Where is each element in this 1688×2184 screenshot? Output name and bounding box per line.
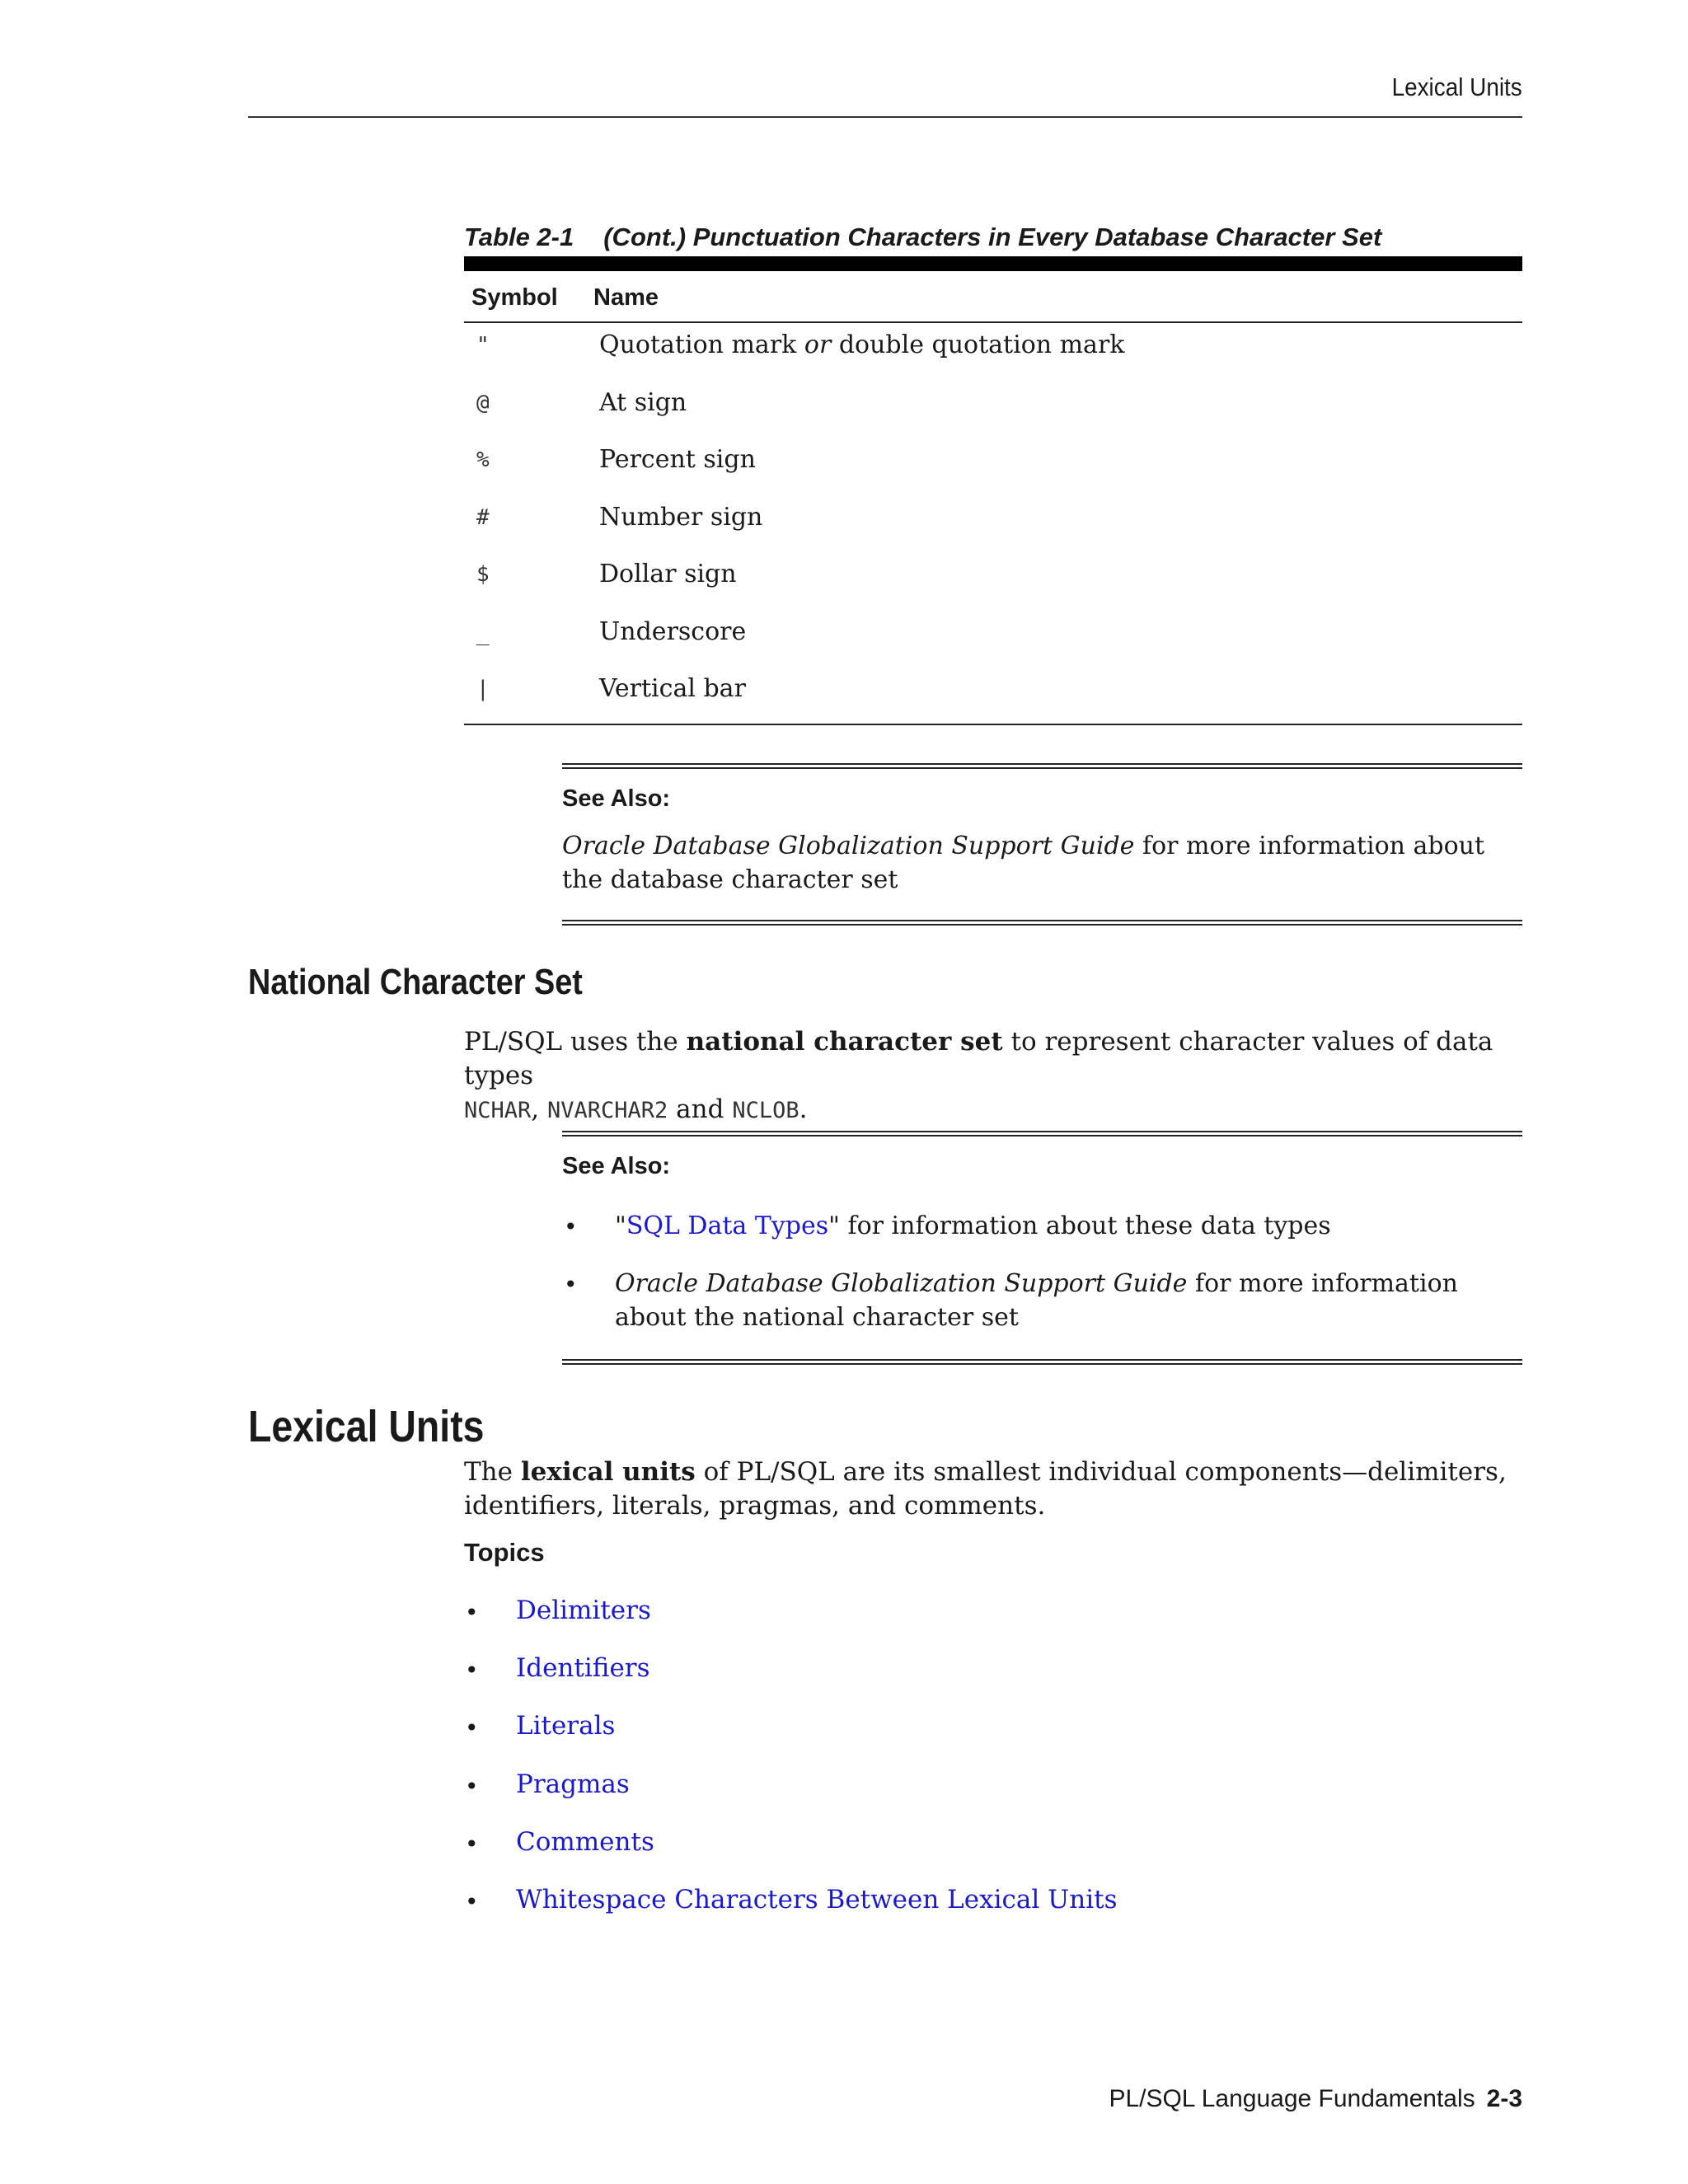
table-row-symbol: _ [476,621,490,646]
see-also-bullet-text: " for information about these data types [828,1212,1331,1240]
page-footer [1109,2085,1522,2113]
lexical-paragraph [464,1455,1522,1523]
topic-link-literals[interactable]: Literals [516,1711,616,1741]
table-header-rule [464,321,1522,323]
table-row-symbol: # [476,505,490,530]
table-row-name: Vertical bar [599,674,746,703]
topic-link-delimiters[interactable]: Delimiters [516,1596,651,1625]
table-row-name [599,330,1124,359]
bullet-icon: • [465,1830,479,1858]
separator: , [531,1094,547,1124]
paragraph-text: of PL/SQL are its smallest individual components—delimiters, identifiers, literals, pragmas, and comments. [464,1457,1507,1521]
table-row-name: Underscore [599,617,747,646]
footer-title: PL/SQL Language Fundamentals [1109,2085,1475,2112]
paragraph-text: The [464,1457,521,1487]
table-row-symbol: @ [476,391,490,415]
topics-label: Topics [464,1538,545,1567]
table-bottom-rule [464,724,1522,725]
see-also-label: See Also: [562,1153,671,1179]
table-row-name: At sign [599,388,687,417]
bullet-icon: • [564,1213,578,1240]
column-header-symbol: Symbol [471,284,558,311]
see-also-text-rest: for more information about the database character set [562,832,1485,894]
code-nchar: NCHAR [464,1098,532,1123]
note-top-rule [562,763,1522,769]
paragraph-text: to represent character values of data types [464,1027,1493,1090]
bullet-icon: • [465,1888,479,1915]
table-row-symbol: | [476,677,490,701]
bullet-icon: • [465,1657,479,1684]
table-caption-title: (Cont.) Punctuation Characters in Every Database Character Set [603,223,1382,251]
see-also-bullet [615,1209,1522,1243]
paragraph-text: PL/SQL uses the [464,1027,687,1057]
see-also-label: See Also: [562,785,671,812]
see-also-bullet-text: for more information about the national character set [615,1269,1458,1332]
topic-link-comments[interactable]: Comments [516,1827,654,1857]
note-bottom-rule [562,1359,1522,1365]
table-row-symbol: $ [476,562,490,587]
table-caption [464,223,1381,252]
book-title: Oracle Database Globalization Support Guide [615,1269,1188,1298]
table-caption-number: Table 2-1 [464,223,574,251]
running-header: Lexical Units [1391,73,1522,101]
header-rule [248,116,1522,118]
row-name-text-end: double quotation mark [831,330,1125,359]
table-row-symbol: % [476,448,490,472]
row-name-emphasis: or [804,330,832,359]
topic-link-whitespace-characters[interactable]: Whitespace Characters Between Lexical Units [516,1885,1118,1915]
see-also-bullet [615,1267,1522,1334]
bullet-icon: • [465,1714,479,1741]
table-row-symbol: " [476,333,490,358]
table-row-name: Percent sign [599,445,756,474]
quote-mark: " [615,1212,626,1240]
table-row-name: Dollar sign [599,560,737,588]
note-bottom-rule [562,920,1522,926]
section-heading-lexical-units: Lexical Units [248,1402,485,1451]
bullet-icon: • [465,1773,479,1800]
code-nclob: NCLOB [732,1098,799,1123]
separator: and [668,1094,733,1124]
table-top-bar [464,256,1522,271]
see-also-text [562,829,1522,897]
topic-link-identifiers[interactable]: Identifiers [516,1653,650,1683]
topic-link-pragmas[interactable]: Pragmas [516,1769,630,1799]
national-paragraph [464,1025,1522,1127]
column-header-name: Name [593,284,659,311]
bullet-icon: • [564,1271,578,1298]
bullet-icon: • [465,1599,479,1626]
note-top-rule [562,1131,1522,1137]
term-lexical-units: lexical units [520,1457,696,1487]
code-nvarchar2: NVARCHAR2 [547,1098,668,1123]
period: . [799,1094,808,1124]
section-heading-national-character-set: National Character Set [248,962,583,1002]
table-row-name: Number sign [599,503,763,532]
link-sql-data-types[interactable]: SQL Data Types [626,1212,829,1240]
book-title: Oracle Database Globalization Support Guide [562,832,1135,860]
row-name-text: Quotation mark [599,330,804,359]
term-national-character-set: national character set [686,1027,1003,1057]
page-number: 2-3 [1486,2085,1522,2112]
